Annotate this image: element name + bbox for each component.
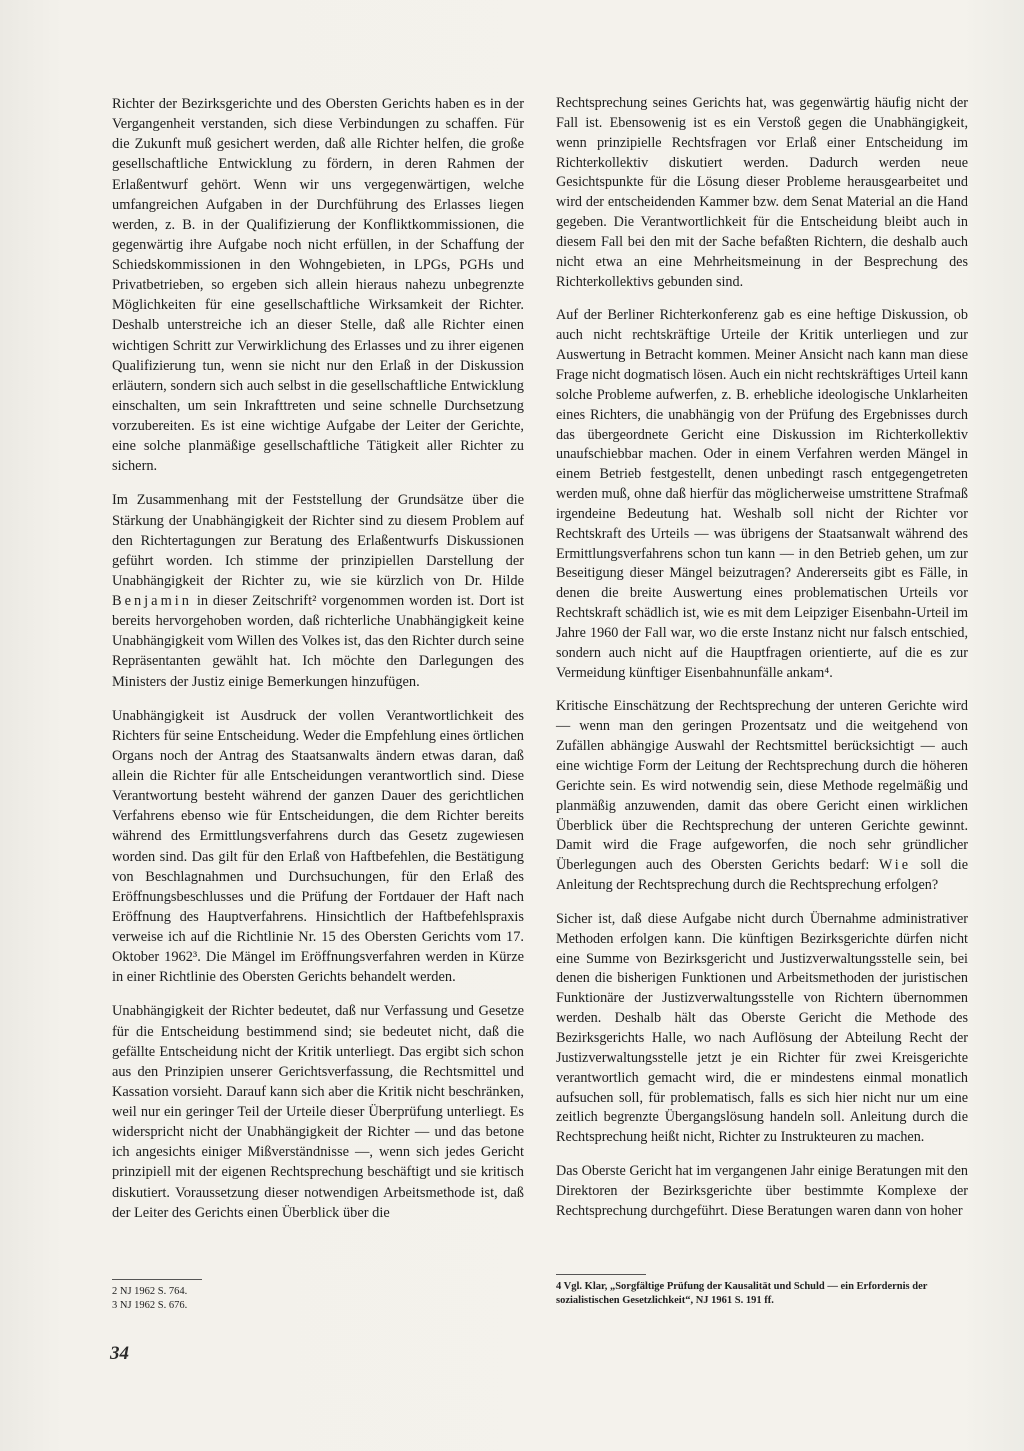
- paragraph: [556, 697, 968, 895]
- footnote: 2 NJ 1962 S. 764.: [112, 1286, 188, 1297]
- paragraph: Richter der Bezirksgerichte und des Obersten Gerichts haben es in der Vergangenheit verstanden, sich diese Verbindungen zu schaffen. Für die Zukunft muß gesichert werden, daß alle Richter helfen, die große gesellschaftliche Entwicklung zu fördern, in deren Rahmen der Erlaßentwurf gehört. Wenn wir uns vergegenwärtigen, welche umfangreichen Aufgaben in der Durchführung des Erlasses liegen werden, z. B. in der Qualifizierung der Konfliktkommissionen, die gegenwärtig ihre Aufgabe noch nicht erfüllen, in der Schaffung der Schiedskommissionen in den Wohngebieten, in LPGs, PGHs und Privatbetrieben, so ergeben sich allein hieraus nahezu unbegrenzte Möglichkeiten für eine gesellschaftliche Wirksamkeit der Richter. Deshalb unterstreiche ich an dieser Stelle, daß alle Richter einen wichtigen Schritt zur Verwirklichung des Erlasses und zu ihrer eigenen Qualifizierung tun, wenn sie nicht nur den Erlaß in der Diskussion erläutern, sondern sich auch selbst in die gesellschaftliche Entwicklung einschalten, um sein Inkrafttreten und seine schnelle Durchsetzung vorzubereiten. Es ist eine wichtige Aufgabe der Leiter der Gerichte, eine solche planmäßige gesellschaftliche Tätigkeit aller Richter zu sichern.: [112, 96, 524, 475]
- spaced-word: Wie: [878, 857, 912, 874]
- paragraph: Auf der Berliner Richterkonferenz gab es eine heftige Diskussion, ob auch nicht rechtskräftige Urteile der Kritik unterliegen und zur Auswertung in Betracht kommen. Meiner Ansicht nach kann man diese Frage nicht dogmatisch lösen. Auch ein nicht rechtskräftiges Urteil kann solche Probleme aufwerfen, z. B. erhebliche ideologische Unklarheiten eines Richters, die unabhängig von der Prüfung des Ergebnisses durch das übergeordnete Gericht eine Diskussion im Richterkollektiv unaufschiebbar machen. Oder in einem Verfahren werden Mängel in einem Betrieb festgestellt, denen unbedingt rasch entgegengetreten werden muß, ohne daß hierfür das möglicherweise umstrittene Strafmaß irgendeine Bedeutung hat. Weshalb soll nicht der Richter vor Rechtskraft des Urteils — was übrigens der Staatsanwalt während des Ermittlungsverfahrens schon tun kann — in den Betrieb gehen, um zur Beseitigung dieser Mängel beizutragen? Andererseits gibt es Fälle, in denen die breite Auswertung eines problematischen Urteils vor Rechtskraft schädlich ist, wie es mit dem Leipziger Eisenbahn-Urteil im Jahre 1960 der Fall war, wo die erste Instanz nicht nur falsch entschied, sondern auch nicht auf die Hauptfragen orientierte, auf die es zur Vermeidung künftiger Eisenbahnunfälle ankam⁴.: [556, 307, 968, 681]
- paragraph: Das Oberste Gericht hat im vergangenen Jahr einige Beratungen mit den Direktoren der Bezirksgerichte über bestimmte Komplexe der Rechtsprechung durchgeführt. Diese Beratungen waren dann von hoher: [556, 1163, 968, 1219]
- paragraph: [112, 490, 524, 691]
- paragraph: Unabhängigkeit ist Ausdruck der vollen Verantwortlichkeit des Richters für seine Entscheidung. Weder die Empfehlung eines örtlichen Organs noch der Antrag des Staatsanwalts ändern etwas daran, daß allein die Richter für alle Entscheidungen verantwortlich sind. Diese Verantwortung besteht während der ganzen Dauer des gerichtlichen Verfahrens ebenso wie für Entscheidungen, die dem Richter bereits während des Ermittlungsverfahrens durch das Gesetz zugewiesen worden sind. Das gilt für den Erlaß von Haftbefehlen, die Bestätigung von Beschlagnahmen und Durchsuchungen, für den Erlaß des Eröffnungsbeschlusses und die Prüfung der Fortdauer der Haft nach Eröffnung des Hauptverfahrens. Hinsichtlich der Haftbefehlspraxis verweise ich auf die Richtlinie Nr. 15 des Obersten Gerichts vom 17. Oktober 1962³. Die Mängel im Eröffnungsverfahren werden in Kürze in einer Richtlinie des Obersten Gerichts behandelt werden.: [112, 707, 524, 986]
- page-number: 34: [110, 1343, 129, 1364]
- footnotes-right: [556, 1280, 968, 1308]
- paragraph-text: Kritische Einschätzung der Rechtsprechung der unteren Gerichte wird — wenn man den geringen Prozentsatz und die weitgehend von Zufällen abhängige Auswahl der Rechtsmittel berücksichtigt — auch eine wichtige Form der Leitung der Rechtsprechung durch die höheren Gerichte sein. Es wird notwendig sein, diese Methode regelmäßig und planmäßig anzuwenden, damit das obere Gericht einen wirklichen Überblick über die Rechtsprechung der unteren Gerichte gewinnt. Damit wird die Frage aufgeworfen, die noch sehr gründlicher Überlegungen auch des Obersten Gerichts bedarf:: [556, 698, 968, 874]
- paragraph-text: in dieser Zeitschrift² vorgenommen worden ist. Dort ist bereits hervorgehoben worden, daß richterliche Unabhängigkeit keine Unabhängigkeit vom Willen des Volkes ist, das den Richter durch seine Repräsentanten gewählt hat. Ich möchte den Darlegungen des Ministers der Justiz einige Bemerkungen hinzufügen.: [112, 593, 524, 690]
- footnote: 3 NJ 1962 S. 676.: [112, 1300, 188, 1311]
- paragraph: Sicher ist, daß diese Aufgabe nicht durch Übernahme administrativer Methoden erfolgen kann. Die künftigen Bezirksgerichte dürfen nicht eine Summe von Bezirksgericht und Justizverwaltungsstelle sein, bei denen die bisherigen Funktionen und Arbeitsmethoden der juristischen Funktionäre der Justizverwaltungsstelle von Richtern übernommen werden. Deshalb hält das Oberste Gericht die Methode des Bezirksgerichts Halle, wo nach Auflösung der Abteilung Recht der Justizverwaltungsstelle jetzt je ein Richter für zwei Kreisgerichte verantwortlich gemacht wird, die er mindestens einmal monatlich aufsuchen soll, für problematisch, falls es sich hier nicht nur um eine zeitlich begrenzte Übergangslösung handeln soll. Anleitung durch die Rechtsprechung heißt nicht, Richter zu Instrukteuren zu machen.: [556, 910, 968, 1146]
- right-column: [556, 94, 968, 1222]
- spaced-name: Benjamin: [112, 593, 192, 609]
- paragraph-text: Im Zusammenhang mit der Feststellung der Grundsätze über die Stärkung der Unabhängigkeit der Richter sind zu diesem Problem auf den Richtertagungen zur Beratung des Erlaßentwurfs Diskussionen geführt worden. Ich stimme der prinzipiellen Darstellung der Unabhängigkeit der Richter zu, wie sie kürzlich von Dr. Hilde: [112, 492, 524, 589]
- left-column: [112, 94, 524, 1223]
- paragraph: Unabhängigkeit der Richter bedeutet, daß nur Verfassung und Gesetze für die Entscheidung bestimmend sind; sie bedeutet nicht, daß die gefällte Entscheidung nicht der Kritik unterliegt. Das ergibt sich schon aus den Prinzipien unserer Gerichtsverfassung, die Rechtsmittel und Kassation vorsieht. Darauf kann sich aber die Kritik nicht beschränken, weil nur ein geringer Teil der Urteile dieser Überprüfung unterliegt. Es widerspricht nicht der Unabhängigkeit der Richter — und das betone ich angesichts einiger Mißverständnisse —, wenn sich jedes Gericht prinzipiell mit der eigenen Rechtsprechung beschäftigt und sie kritisch diskutiert. Voraussetzung dieser notwendigen Arbeitsmethode ist, daß der Leiter des Gerichts einen Überblick über die: [112, 1003, 524, 1221]
- footnote-divider: [112, 1279, 202, 1280]
- paragraph: Rechtsprechung seines Gerichts hat, was gegenwärtig häufig nicht der Fall ist. Ebensowenig ist es ein Verstoß gegen die Unabhängigkeit, wenn prinzipielle Rechtsfragen vor Erlaß einer Entscheidung im Richterkollektiv diskutiert werden. Dadurch werden neue Gesichtspunkte für die Lösung dieser Probleme herausgearbeitet und wird der entscheidenden Kammer bzw. dem Senat Material an die Hand gegeben. Die Verantwortlichkeit für die Entscheidung bleibt auch in diesem Fall bei den mit der Sache befaßten Richtern, die deshalb auch nicht etwa an eine Mehrheitsmeinung in der Besprechung des Richterkollektivs gebunden sind.: [556, 95, 968, 290]
- footnote-divider: [556, 1274, 646, 1275]
- footnotes-left: [112, 1285, 524, 1313]
- footnote: 4 Vgl. Klar, „Sorgfältige Prüfung der Kausalität und Schuld — ein Erfordernis der sozialistischen Gesetzlichkeit“, NJ 1961 S. 191 ff.: [556, 1281, 928, 1306]
- paragraph-text: soll die Anleitung der Rechtsprechung durch die Rechtsprechung erfolgen?: [556, 857, 968, 894]
